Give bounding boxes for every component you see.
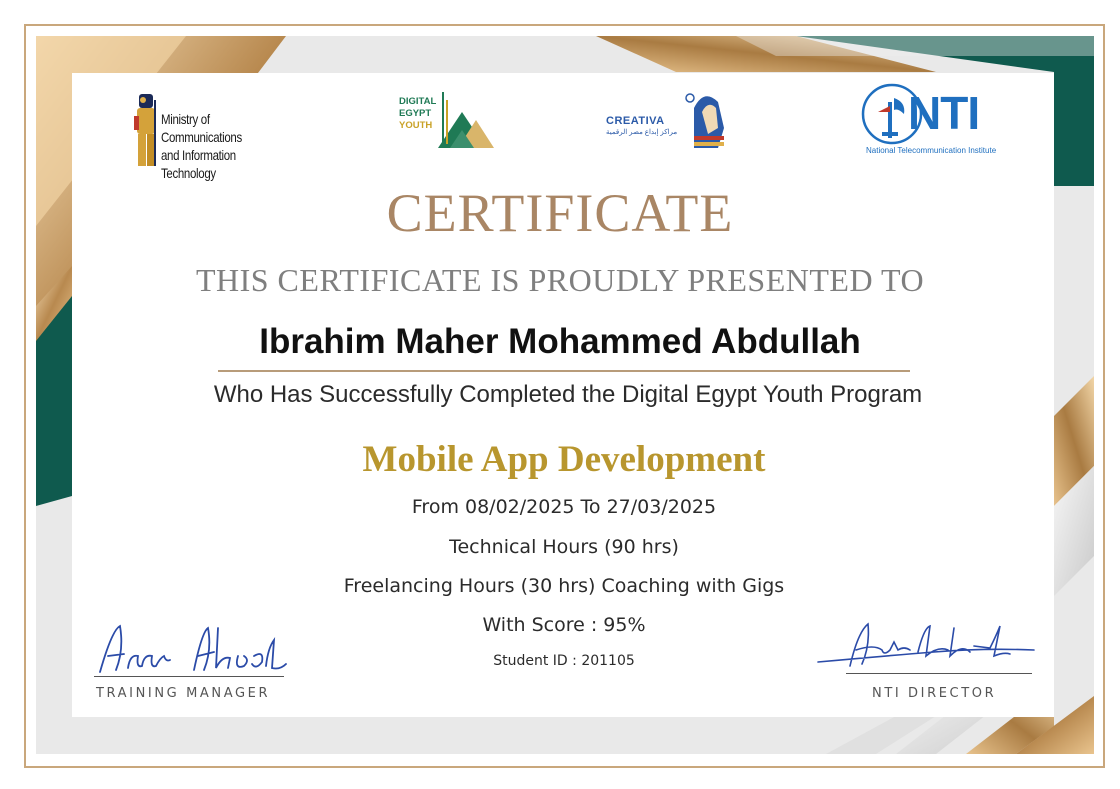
name-underline (218, 370, 910, 372)
dey-line1: DIGITAL (399, 96, 437, 107)
course-name: Mobile App Development (362, 439, 766, 480)
nti-logo (860, 82, 1012, 162)
student-id: Student ID : 201105 (493, 653, 635, 669)
certificate-title: CERTIFICATE (386, 183, 734, 243)
signature-line-right (846, 673, 1032, 674)
nti-full-name: National Telecommunication Institute (866, 146, 997, 155)
creativa-arabic: مراكز إبداع مصر الرقمية (606, 129, 678, 136)
pyramids-icon (432, 90, 498, 150)
training-manager-signature (94, 620, 294, 678)
pharaoh-head-icon (680, 88, 730, 152)
dey-line2: EGYPT (399, 108, 432, 119)
dey-line3: YOUTH (399, 120, 433, 131)
nti-director-signature (814, 616, 1038, 672)
training-manager-role: TRAINING MANAGER (96, 686, 271, 701)
completion-statement: Who Has Successfully Completed the Digital Egypt Youth Program (213, 381, 923, 408)
creativa-name: CREATIVA (606, 115, 665, 127)
pharaoh-figure-icon (127, 88, 163, 172)
freelancing-hours: Freelancing Hours (30 hrs) Coaching with Gigs (343, 575, 785, 597)
mcit-line1: Ministry of Communications (161, 111, 242, 145)
certificate-subtitle: THIS CERTIFICATE IS PROUDLY PRESENTED TO (195, 262, 925, 298)
recipient-name: Ibrahim Maher Mohammed Abdullah (259, 322, 861, 361)
creativa-logo (604, 88, 730, 152)
score: With Score : 95% (482, 614, 646, 636)
mcit-line2: and Information Technology (161, 147, 236, 181)
digital-egypt-youth-logo (396, 88, 498, 152)
signature-line-left (94, 676, 284, 677)
program-period: From 08/02/2025 To 27/03/2025 (411, 496, 717, 518)
nti-director-role: NTI DIRECTOR (872, 686, 997, 701)
technical-hours: Technical Hours (90 hrs) (449, 536, 679, 558)
nti-abbr: NTI (908, 87, 980, 139)
mcit-logo (127, 88, 297, 181)
